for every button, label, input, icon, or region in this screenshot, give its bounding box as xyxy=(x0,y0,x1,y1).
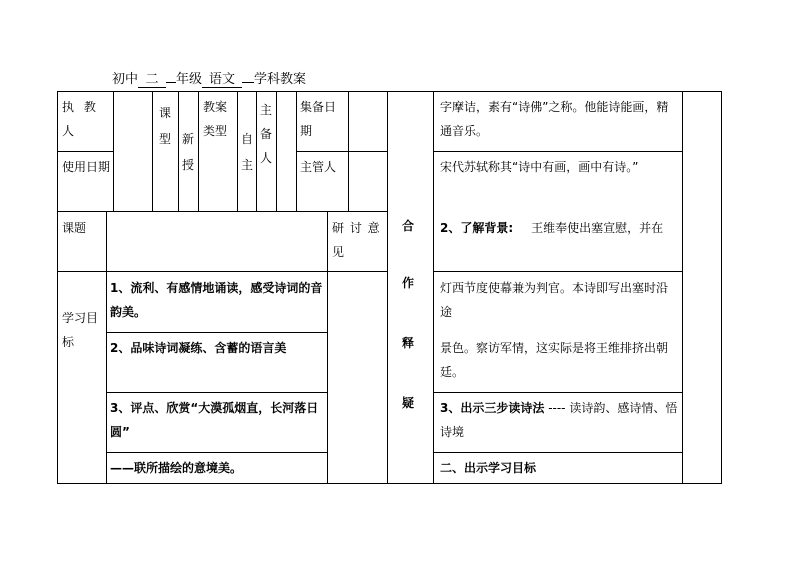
table-border-right xyxy=(721,91,722,484)
type-label: 课型 xyxy=(158,106,171,146)
rh-392 xyxy=(433,392,683,393)
goal-2: 2、品味诗词凝练、含蓄的语言美 xyxy=(110,341,287,355)
right-text-5: 景色。察访军情，这实际是将王维排挤出朝廷。 xyxy=(440,341,669,379)
goal-3: 3、评点、欣赏“大漠孤烟直，长河落日圆” xyxy=(110,401,319,439)
background-heading: 2、了解背景: xyxy=(440,221,514,235)
title-suffix: 学科教案 xyxy=(254,72,307,87)
rh-452 xyxy=(433,452,683,453)
title-grade-label: 年级 xyxy=(176,72,203,87)
h-392 xyxy=(106,392,327,393)
v-178 xyxy=(178,91,179,211)
method-text: ---- 读诗韵、感诗情、悟诗境 xyxy=(440,401,678,439)
v-276 xyxy=(276,91,277,211)
middle-char-4: 疑 xyxy=(402,396,415,410)
middle-char-3: 释 xyxy=(402,336,415,350)
use-date-label: 使用日期 xyxy=(62,160,111,174)
divider-right-margin xyxy=(682,91,683,484)
subject-value: 语文 xyxy=(202,68,242,88)
h-151-b xyxy=(296,151,388,152)
background-text: 王维奉使出塞宣慰，并在 xyxy=(531,221,664,235)
teacher-label: 执 教 人 xyxy=(62,100,99,138)
table-border-left xyxy=(57,91,58,484)
supervisor-label: 主管人 xyxy=(300,160,337,174)
right-text-1: 字摩诘，素有“诗佛”之称。他能诗能画，精通音乐。 xyxy=(440,100,669,138)
rh-151 xyxy=(433,151,683,152)
right-text-6 xyxy=(440,396,678,444)
v-106 xyxy=(106,211,107,484)
plan-type-value: 自主 xyxy=(240,132,253,172)
grade-blank xyxy=(166,82,176,83)
v-198 xyxy=(198,91,199,211)
table-border-bottom xyxy=(57,483,722,484)
grade-value: 二 xyxy=(138,68,166,88)
v-152 xyxy=(152,91,153,211)
goals-label: 学习目标 xyxy=(62,311,99,349)
middle-char-1: 合 xyxy=(402,219,415,233)
divider-left-middle xyxy=(387,91,388,484)
subject-blank xyxy=(242,82,254,83)
goal-4: ——联所描绘的意境美。 xyxy=(110,461,243,475)
rh-271 xyxy=(433,271,683,272)
title-prefix: 初中 xyxy=(112,72,139,87)
goal-1: 1、流利、有感情地诵读，感受诗词的音韵美。 xyxy=(110,281,323,319)
method-heading: 3、出示三步读诗法 xyxy=(440,401,545,415)
h-452 xyxy=(106,452,327,453)
v-237 xyxy=(237,91,238,211)
lead-label: 主备人 xyxy=(259,103,272,165)
v-256 xyxy=(256,91,257,211)
page-title xyxy=(112,68,306,88)
right-text-7: 二、出示学习目标 xyxy=(440,461,537,475)
right-text-4: 灯西节度使幕兼为判官。本诗即写出塞时沿途 xyxy=(440,281,669,319)
right-text-3 xyxy=(440,216,678,240)
h-332 xyxy=(106,332,327,333)
v-327 xyxy=(327,211,328,484)
divider-middle-right xyxy=(433,91,434,484)
topic-label: 课题 xyxy=(62,221,87,235)
plan-type-label: 教案类型 xyxy=(203,100,228,138)
middle-char-2: 作 xyxy=(402,276,415,290)
discuss-label: 研 讨 意 见 xyxy=(332,221,381,259)
prep-date-label: 集备日期 xyxy=(300,100,337,138)
type-value: 新授 xyxy=(181,132,194,172)
table-border-top xyxy=(57,91,722,92)
h-151-a xyxy=(57,151,114,152)
right-text-2: 宋代苏轼称其“诗中有画，画中有诗。” xyxy=(440,160,639,174)
